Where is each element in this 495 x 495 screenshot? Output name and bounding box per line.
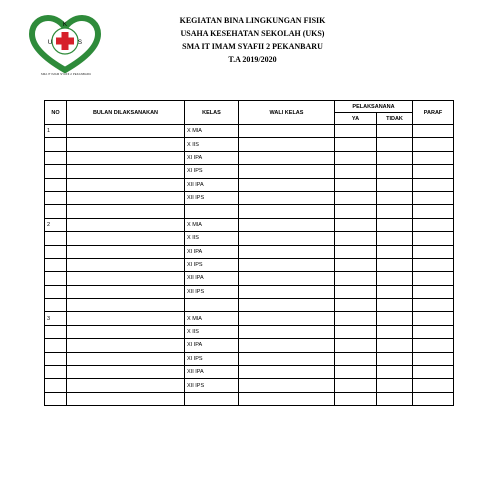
cell-kelas: XII IPA [185, 366, 239, 379]
cell-paraf [413, 352, 454, 365]
cell-tidak [377, 218, 413, 231]
cell-ya [335, 285, 377, 298]
cell-wali-kelas [239, 191, 335, 204]
cell-no [45, 165, 67, 178]
cell-tidak [377, 379, 413, 392]
cell-kelas: XII IPA [185, 178, 239, 191]
cell-no [45, 232, 67, 245]
cell-wali-kelas [239, 339, 335, 352]
cell-tidak [377, 191, 413, 204]
table-row [45, 232, 454, 245]
cell-empty [67, 392, 185, 405]
table-row-blank [45, 392, 454, 405]
logo-letter-s: S [77, 40, 83, 46]
header-pelaksanaan: PELAKSANANA [335, 101, 413, 113]
cell-no [45, 272, 67, 285]
cell-paraf [413, 178, 454, 191]
cell-ya [335, 232, 377, 245]
cell-kelas: X IIS [185, 138, 239, 151]
cell-no [45, 258, 67, 271]
table-row [45, 125, 454, 138]
cell-ya [335, 352, 377, 365]
cell-wali-kelas [239, 245, 335, 258]
cell-ya [335, 191, 377, 204]
cell-bulan [67, 245, 185, 258]
cell-wali-kelas [239, 312, 335, 325]
cell-no [45, 379, 67, 392]
cell-bulan [67, 366, 185, 379]
cell-tidak [377, 325, 413, 338]
table-row [45, 379, 454, 392]
cell-bulan [67, 138, 185, 151]
uks-heart-cross-logo-icon [24, 14, 106, 74]
table-row-blank [45, 299, 454, 312]
cell-empty [185, 392, 239, 405]
cell-ya [335, 245, 377, 258]
document-header [120, 14, 385, 66]
cell-empty [45, 205, 67, 218]
cell-empty [377, 205, 413, 218]
header-academic-year: T.A 2019/2020 [228, 55, 277, 64]
cell-wali-kelas [239, 151, 335, 164]
table-row [45, 165, 454, 178]
cell-empty [239, 392, 335, 405]
cell-ya [335, 151, 377, 164]
cell-no: 1 [45, 125, 67, 138]
cell-paraf [413, 191, 454, 204]
cell-no [45, 178, 67, 191]
cell-paraf [413, 312, 454, 325]
cell-bulan [67, 285, 185, 298]
cell-paraf [413, 366, 454, 379]
cell-kelas: XII IPS [185, 191, 239, 204]
cell-empty [45, 299, 67, 312]
cell-ya [335, 312, 377, 325]
cell-wali-kelas [239, 178, 335, 191]
cell-bulan [67, 379, 185, 392]
cell-kelas: X MIA [185, 125, 239, 138]
logo-letter-u: U [47, 40, 53, 46]
table-row [45, 352, 454, 365]
cell-tidak [377, 138, 413, 151]
cell-ya [335, 165, 377, 178]
cell-empty [413, 392, 454, 405]
cell-bulan [67, 165, 185, 178]
table-row [45, 178, 454, 191]
cell-no [45, 352, 67, 365]
cell-no [45, 285, 67, 298]
logo-caption: SMA IT IMAM SYAFII 2 PEKANBARU [40, 72, 92, 76]
cell-tidak [377, 285, 413, 298]
cell-bulan [67, 125, 185, 138]
cell-ya [335, 218, 377, 231]
cell-empty [377, 392, 413, 405]
cell-wali-kelas [239, 232, 335, 245]
table-row [45, 151, 454, 164]
cell-tidak [377, 366, 413, 379]
cell-ya [335, 325, 377, 338]
cell-wali-kelas [239, 218, 335, 231]
cell-kelas: X MIA [185, 312, 239, 325]
header-school-name: SMA IT IMAM SYAFII 2 PEKANBARU [182, 42, 323, 51]
cell-bulan [67, 325, 185, 338]
cell-tidak [377, 352, 413, 365]
cell-empty [67, 299, 185, 312]
table-row [45, 339, 454, 352]
cell-tidak [377, 232, 413, 245]
cell-empty [413, 205, 454, 218]
cell-wali-kelas [239, 125, 335, 138]
cell-paraf [413, 272, 454, 285]
table-row [45, 138, 454, 151]
cell-bulan [67, 312, 185, 325]
table-row [45, 218, 454, 231]
header-title-line1: KEGIATAN BINA LINGKUNGAN FISIK [179, 16, 326, 25]
cell-wali-kelas [239, 138, 335, 151]
cell-paraf [413, 232, 454, 245]
cell-empty [185, 299, 239, 312]
cell-empty [335, 299, 377, 312]
cell-ya [335, 379, 377, 392]
cell-empty [67, 205, 185, 218]
cell-wali-kelas [239, 325, 335, 338]
table-row [45, 272, 454, 285]
cell-ya [335, 366, 377, 379]
cell-no: 3 [45, 312, 67, 325]
cell-empty [185, 205, 239, 218]
cell-paraf [413, 379, 454, 392]
cell-empty [377, 299, 413, 312]
cell-empty [335, 205, 377, 218]
cell-ya [335, 138, 377, 151]
cell-bulan [67, 232, 185, 245]
cell-kelas: XI IPA [185, 245, 239, 258]
cell-no [45, 151, 67, 164]
cell-empty [239, 205, 335, 218]
cell-tidak [377, 125, 413, 138]
cell-kelas: XI IPS [185, 258, 239, 271]
cell-wali-kelas [239, 379, 335, 392]
cell-kelas: X MIA [185, 218, 239, 231]
cell-paraf [413, 325, 454, 338]
header-paraf: PARAF [413, 101, 454, 125]
cell-ya [335, 178, 377, 191]
table-row [45, 325, 454, 338]
cell-wali-kelas [239, 165, 335, 178]
cell-kelas: XII IPA [185, 272, 239, 285]
header-tidak: TIDAK [377, 113, 413, 125]
table-row [45, 366, 454, 379]
table-row [45, 258, 454, 271]
cell-bulan [67, 178, 185, 191]
cell-kelas: XII IPS [185, 379, 239, 392]
cell-ya [335, 125, 377, 138]
cell-bulan [67, 352, 185, 365]
cell-paraf [413, 245, 454, 258]
cell-kelas: XII IPS [185, 285, 239, 298]
cell-bulan [67, 218, 185, 231]
cell-no [45, 191, 67, 204]
logo-letter-k: K [62, 22, 68, 28]
cell-tidak [377, 272, 413, 285]
table-body [45, 125, 454, 406]
cell-wali-kelas [239, 366, 335, 379]
cell-no [45, 245, 67, 258]
cell-kelas: X IIS [185, 232, 239, 245]
cell-paraf [413, 339, 454, 352]
uks-logo [24, 14, 106, 82]
cell-bulan [67, 339, 185, 352]
cell-bulan [67, 272, 185, 285]
cell-empty [239, 299, 335, 312]
table-row [45, 245, 454, 258]
cell-wali-kelas [239, 272, 335, 285]
cell-bulan [67, 191, 185, 204]
cell-kelas: XI IPS [185, 352, 239, 365]
cell-kelas: XI IPA [185, 339, 239, 352]
cell-paraf [413, 165, 454, 178]
cell-no [45, 325, 67, 338]
table-row-blank [45, 205, 454, 218]
cell-paraf [413, 285, 454, 298]
cell-paraf [413, 138, 454, 151]
cell-ya [335, 258, 377, 271]
cell-paraf [413, 151, 454, 164]
cell-ya [335, 339, 377, 352]
header-kelas: KELAS [185, 101, 239, 125]
cell-tidak [377, 165, 413, 178]
table-row [45, 285, 454, 298]
header-wali-kelas: WALI KELAS [239, 101, 335, 125]
cell-empty [335, 392, 377, 405]
header-ya: YA [335, 113, 377, 125]
cell-tidak [377, 151, 413, 164]
cell-bulan [67, 258, 185, 271]
cell-no [45, 366, 67, 379]
cell-tidak [377, 178, 413, 191]
cell-no [45, 339, 67, 352]
header-bulan: BULAN DILAKSANAKAN [67, 101, 185, 125]
cell-kelas: X IIS [185, 325, 239, 338]
cell-ya [335, 272, 377, 285]
cell-wali-kelas [239, 285, 335, 298]
cell-tidak [377, 339, 413, 352]
activity-table [44, 100, 454, 406]
cell-paraf [413, 258, 454, 271]
table-row [45, 191, 454, 204]
cell-tidak [377, 258, 413, 271]
cell-paraf [413, 125, 454, 138]
cell-wali-kelas [239, 258, 335, 271]
cell-kelas: XI IPA [185, 151, 239, 164]
header-title-line2: USAHA KESEHATAN SEKOLAH (UKS) [180, 29, 325, 38]
cell-kelas: XI IPS [185, 165, 239, 178]
header-no: NO [45, 101, 67, 125]
cell-empty [45, 392, 67, 405]
cell-tidak [377, 245, 413, 258]
cell-no [45, 138, 67, 151]
cell-no: 2 [45, 218, 67, 231]
cell-paraf [413, 218, 454, 231]
table-row [45, 312, 454, 325]
cell-wali-kelas [239, 352, 335, 365]
cell-empty [413, 299, 454, 312]
cell-bulan [67, 151, 185, 164]
cell-tidak [377, 312, 413, 325]
